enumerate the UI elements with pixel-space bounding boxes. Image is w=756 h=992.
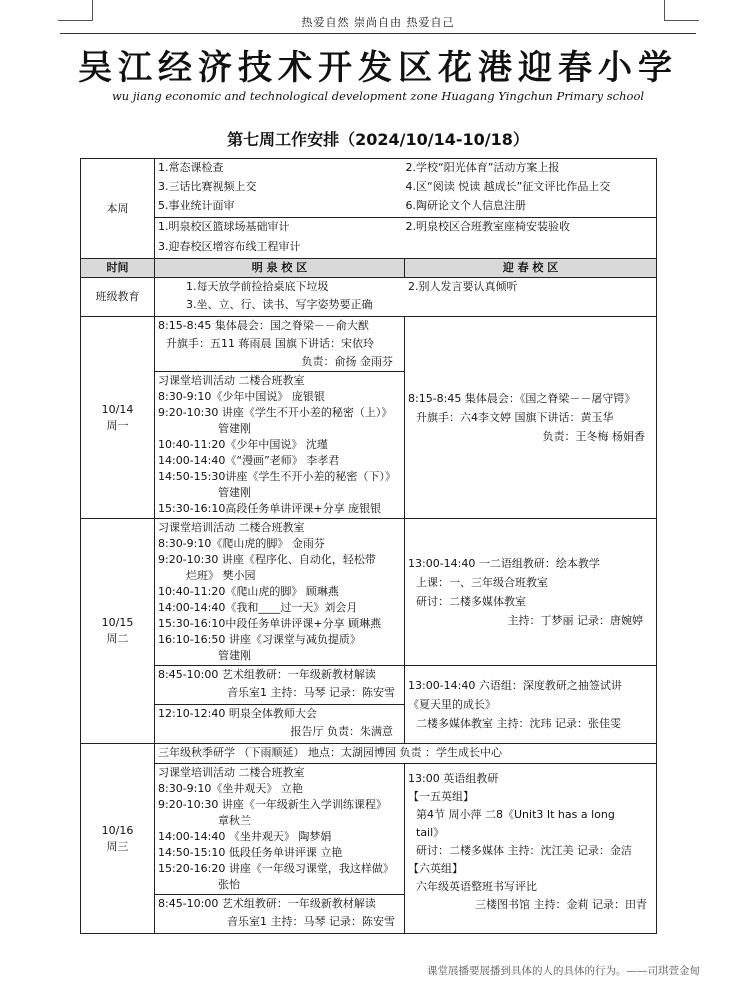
tue-mq-art [155,666,405,705]
tue-mq-training [155,519,405,666]
week-row-a [81,159,657,218]
column-header-row [81,259,657,278]
text-line: 报告厅 负责：朱满意 [290,725,393,738]
week-task: 5.事业统计面审 [158,199,235,212]
text-line: 16:10-16:50 讲座《习课堂与减负提质》 [158,633,361,646]
text-line: 13:00 英语组教研 [408,772,499,785]
text-line: 【六英组】 [408,862,463,875]
text-line: 14:50-15:30讲座《学生不开小差的秘密（下）》 [158,470,396,483]
week-task: 4.区“阅读 悦读 越成长”征文评比作品上交 [405,180,611,193]
week-task: 1.明泉校区篮球场基础审计 [158,220,290,233]
text-line: 14:50-15:10 低段任务单讲评课 立艳 [158,846,343,859]
mon-mq-assembly [155,317,405,372]
day-weekday: 周一 [106,418,129,432]
wed-study-trip: 三年级秋季研学 （下雨顺延） 地点：太湖园博园 负责 ：学生成长中心 [155,744,657,764]
text-line: 升旗手：六4李文婷 国旗下讲话：黄玉华 [416,410,614,424]
mon-yc-assembly [405,317,657,519]
week-task: 6.陶研论文个人信息注册 [405,199,526,212]
text-line: 15:30-16:10中段任务单讲评课+分享 顾琳燕 [158,617,382,630]
text-line: 主持：丁梦丽 记录：唐婉婷 [507,613,644,627]
text-line: 14:00-14:40《“漫画”老师》 李孝君 [158,454,340,467]
day-date: 10/14 [101,402,134,416]
class-edu-item: 2.别人发言要认真倾听 [408,280,518,293]
text-line: 9:20-10:30 讲座《程序化、自动化，轻松带 [158,553,376,566]
text-line: 升旗手：五11 蒋雨晨 国旗下讲话：宋依玲 [166,337,374,350]
text-line: 【一五英组】 [408,790,474,803]
text-line: 15:20-16:20 讲座《一年级习课堂，我这样做》 [158,862,394,875]
text-line: 12:10-12:40 明泉全体教师大会 [158,707,317,720]
text-line: 8:30-9:10《爬山虎的脚》 金雨芬 [158,537,325,550]
text-line: 第4节 周小萍 二8《Unit3 It has a long [416,808,615,821]
text-line: 音乐室1 主持：马琴 记录：陈安雪 [227,686,395,699]
header-divider [60,33,696,34]
tue-day-label [81,519,155,744]
day-date: 10/15 [101,616,134,629]
tue-yc-six [405,666,657,744]
wed-day-label [81,744,155,934]
text-line: 习课堂培训活动 二楼合班教室 [158,521,305,534]
week-task: 3.迎春校区增容布线工程审计 [158,240,301,253]
text-line: 14:00-14:40 《坐井观天》 陶梦娟 [158,830,332,843]
text-line: 8:15-8:45 集体晨会：国之脊梁－－俞大猷 [158,319,369,332]
text-line: 习课堂培训活动 二楼合班教室 [158,766,305,779]
week-tasks-a [155,159,657,218]
class-edu-row [81,278,657,317]
school-name-en: wu jiang economic and technological development zone Huagang Yingchun Primary school [111,89,645,103]
day-weekday: 周二 [106,632,129,645]
text-line: 《夏天里的成长》 [408,697,496,711]
text-line: 14:00-14:40《我和____过一天》刘会月 [158,601,358,614]
class-edu-label: 班级教育 [81,278,155,317]
week-task: 2.学校“阳光体育”活动方案上报 [405,161,560,174]
text-line: tail》 [416,826,445,839]
text-line: 8:30-9:10《坐井观天》 立艳 [158,782,303,795]
text-line: 8:45-10:00 艺术组教研：一年级新教材解读 [158,668,376,681]
text-line: 10:40-11:20《少年中国说》 沈瑾 [158,438,328,451]
text-line: 8:45-10:00 艺术组教研：一年级新教材解读 [158,897,376,910]
col-time: 时间 [81,259,155,278]
text-line: 管建刚 [218,649,251,662]
text-line: 8:15-8:45 集体晨会：《国之脊梁－－屠守锷》 [408,391,636,405]
text-line: 三楼图书馆 主持：金莉 记录：田青 [475,898,648,911]
school-slogan: 热爱自然 崇尚自由 热爱自己 [301,16,455,29]
text-line: 负责：俞扬 金雨芬 [301,355,393,368]
text-line: 张怡 [218,878,240,891]
class-edu-item: 1.每天放学前捡拾桌底下垃圾 [186,280,329,293]
wed-mq-training [155,764,405,895]
day-weekday: 周三 [106,839,129,853]
week-label: 本周 [81,159,155,259]
text-line: 9:20-10:30 讲座《一年级新生入学训练课程》 [158,798,387,811]
text-line: 研讨：二楼多媒体 主持：沈江美 记录：金洁 [416,844,632,857]
wed-mq-art [155,895,405,934]
footer-quote: 课堂展播要展播到具体的人的具体的行为。——司琪萱金甸 [427,965,700,977]
class-edu-items [155,278,657,317]
text-line: 习课堂培训活动 二楼合班教室 [158,374,305,387]
week-task: 1.常态课检查 [158,161,224,174]
col-mingquan: 明 泉 校 区 [155,259,405,278]
week-row-b [81,218,657,259]
text-line: 章秋兰 [218,814,251,827]
text-line: 10:40-11:20《爬山虎的脚》 顾琳燕 [158,585,339,598]
week-tasks-b [155,218,657,259]
text-line: 六年级英语整班书写评比 [416,880,537,893]
text-line: 研讨：二楼多媒体教室 [416,594,526,608]
schedule-table [80,158,657,934]
text-line: 上课：一、三年级合班教室 [416,575,548,589]
day-date: 10/16 [101,823,134,837]
text-line: 负责：王冬梅 杨娟香 [542,429,646,443]
text-line: 13:00-14:40 一二语组教研：绘本教学 [408,556,600,570]
tue-mq-meeting [155,705,405,744]
mon-day-label [81,317,155,519]
text-line: 管建刚 [218,422,251,435]
text-line: 二楼多媒体教室 主持：沈玮 记录：张佳雯 [416,716,621,730]
text-line: 15:30-16:10高段任务单讲评课+分享 庞银银 [158,502,382,515]
text-line: 烂班》 樊小园 [186,569,256,582]
col-yingchun: 迎 春 校 区 [405,259,657,278]
class-edu-item: 3.坐、立、行、读书、写字姿势要正确 [186,298,373,311]
mon-row-1 [81,317,657,372]
document-title: 第七周工作安排（2024/10/14-10/18） [227,130,529,149]
school-name: 吴江经济技术开发区花港迎春小学 [78,48,678,88]
wed-row-1 [81,744,657,764]
text-line: 管建刚 [218,486,251,499]
text-line: 9:20-10:30 讲座《学生不开小差的秘密（上）》 [158,406,393,419]
week-task: 3.三话比赛视频上交 [158,180,257,193]
text-line: 13:00-14:40 六语组：深度教研之抽签试讲 [408,678,622,692]
week-task: 2.明泉校区合班教室座椅安装验收 [405,220,570,233]
mon-mq-training [155,372,405,519]
tue-row-2 [81,666,657,705]
wed-yc-english [405,764,657,934]
wed-row-2 [81,764,657,895]
tue-row-1 [81,519,657,666]
text-line: 8:30-9:10《少年中国说》 庞银银 [158,390,325,403]
tue-yc-lang [405,519,657,666]
text-line: 音乐室1 主持：马琴 记录：陈安雪 [227,915,395,928]
